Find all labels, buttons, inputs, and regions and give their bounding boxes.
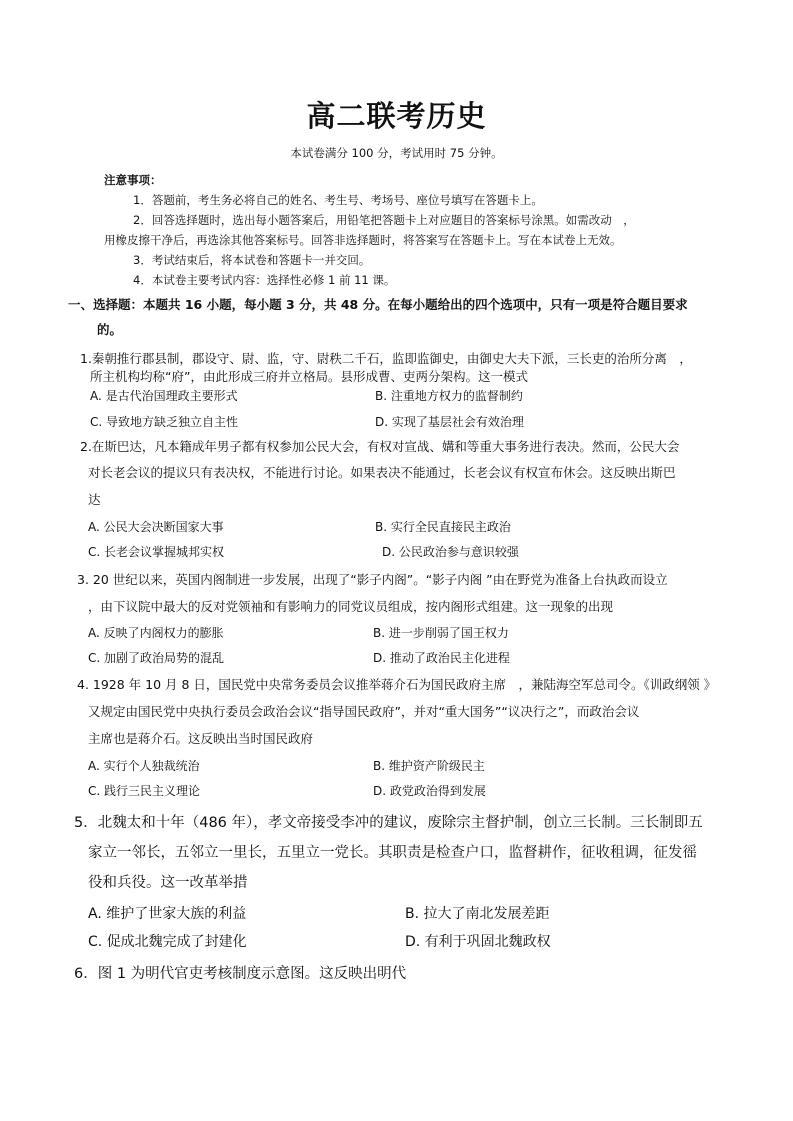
notes-line: 2．回答选择题时，选出每小题答案后，用铅笔把答题卡上对应题目的答案标号涂黑。如需改动 ， xyxy=(133,213,635,227)
exam-subtitle: 本试卷满分 100 分，考试用时 75 分钟。 xyxy=(290,146,503,160)
notes-line: 用橡皮擦干净后，再选涂其他答案标号。回答非选择题时，将答案写在答题卡上。写在本试卷上无效。 xyxy=(104,233,622,247)
question-4-text: 4. 1928 年 10 月 8 日，国民党中央常务委员会议推举蒋介石为国民政府主席 ，兼陆海空军总司令。《训政纲领 》 xyxy=(77,677,717,692)
question-2-option-b: B. 实行全民直接民主政治 xyxy=(375,520,511,534)
question-6-text: 6．图 1 为明代官吏考核制度示意图。这反映出明代 xyxy=(74,966,407,982)
question-5-text: 家立一邻长，五邻立一里长，五里立一党长。其职责是检查户口，监督耕作，征收租调，征发徭 xyxy=(88,845,697,861)
question-1-text: 所主机构均称“府”，由此形成三府并立格局。县形成曹、吏两分架构。这一模式 xyxy=(90,369,528,384)
question-1-option-d: D. 实现了基层社会有效治理 xyxy=(375,415,524,429)
question-4-option-c: C. 践行三民主义理论 xyxy=(88,784,201,798)
question-2-text: 对长老会议的提议只有表决权，不能进行讨论。如果表决不能通过，长老会议有权宣布休会。这反映出斯巴 xyxy=(88,465,676,480)
question-5-option-d: D. 有利于巩固北魏政权 xyxy=(405,934,551,950)
question-4-option-d: D. 政党政治得到发展 xyxy=(373,784,486,798)
notes-line: 4．本试卷主要考试内容：选择性必修 1 前 11 课。 xyxy=(133,273,396,287)
question-2-option-a: A. 公民大会决断国家大事 xyxy=(88,520,224,534)
question-1-option-c: C. 导致地方缺乏独立自主性 xyxy=(90,415,239,429)
question-1-option-b: B. 注重地方权力的监督制约 xyxy=(375,389,523,403)
question-3-text: ，由下议院中最大的反对党领袖和有影响力的同党议员组成，按内阁形式组建。这一现象的出现 xyxy=(88,599,614,614)
question-3-option-c: C. 加剧了政治局势的混乱 xyxy=(88,651,225,665)
notes-heading: 注意事项： xyxy=(104,173,162,187)
question-4-option-b: B. 维护资产阶级民主 xyxy=(373,759,485,773)
notes-line: 3．考试结束后，将本试卷和答题卡一并交回。 xyxy=(133,253,371,267)
question-5-text: 役和兵役。这一改革举措 xyxy=(88,875,248,891)
question-5-option-b: B. 拉大了南北发展差距 xyxy=(405,906,550,922)
question-5-option-c: C. 促成北魏完成了封建化 xyxy=(88,934,247,950)
question-2-option-c: C. 长老会议掌握城邦实权 xyxy=(88,545,225,559)
question-1-text: 1.秦朝推行郡县制，郡设守、尉、监，守、尉秩二千石，监即监御史，由御史大夫下派，三长吏的治所分离 ， xyxy=(80,351,692,366)
question-2-text: 达 xyxy=(88,492,101,507)
question-3-option-b: B. 进一步削弱了国王权力 xyxy=(373,626,509,640)
notes-line: 1．答题前，考生务必将自己的姓名、考生号、考场号、座位号填写在答题卡上。 xyxy=(133,193,543,207)
question-3-option-a: A. 反映了内阁权力的膨胀 xyxy=(88,626,224,640)
section-heading-cont: 的。 xyxy=(97,322,123,337)
section-heading: 一、选择题：本题共 16 小题，每小题 3 分，共 48 分。在每小题给出的四个选项中，只有一项是符合题目要求 xyxy=(68,297,688,312)
question-5-text: 5．北魏太和十年（486 年），孝文帝接受李冲的建议，废除宗主督护制，创立三长制。三长制即五 xyxy=(74,815,703,831)
question-4-option-a: A. 实行个人独裁统治 xyxy=(88,759,200,773)
question-3-text: 3. 20 世纪以来，英国内阁制进一步发展，出现了“影子内阁”。“影子内阁 ”由在野党为准备上台执政而设立 xyxy=(77,572,668,587)
question-4-text: 主席也是蒋介石。这反映出当时国民政府 xyxy=(88,731,314,746)
question-5-option-a: A. 维护了世家大族的利益 xyxy=(88,906,247,922)
exam-title: 高二联考历史 xyxy=(306,99,487,133)
question-1-option-a: A. 是古代治国理政主要形式 xyxy=(90,389,238,403)
question-3-option-d: D. 推动了政治民主化进程 xyxy=(373,651,510,665)
question-4-text: 又规定由国民党中央执行委员会政治会议“指导国民政府”，并对“重大国务”“议决行之”，而政治会议 xyxy=(88,704,640,719)
question-2-text: 2.在斯巴达，凡本籍成年男子都有权参加公民大会，有权对宣战、媾和等重大事务进行表决。然而，公民大会 xyxy=(80,439,680,454)
question-2-option-d: D. 公民政治参与意识较强 xyxy=(382,545,519,559)
